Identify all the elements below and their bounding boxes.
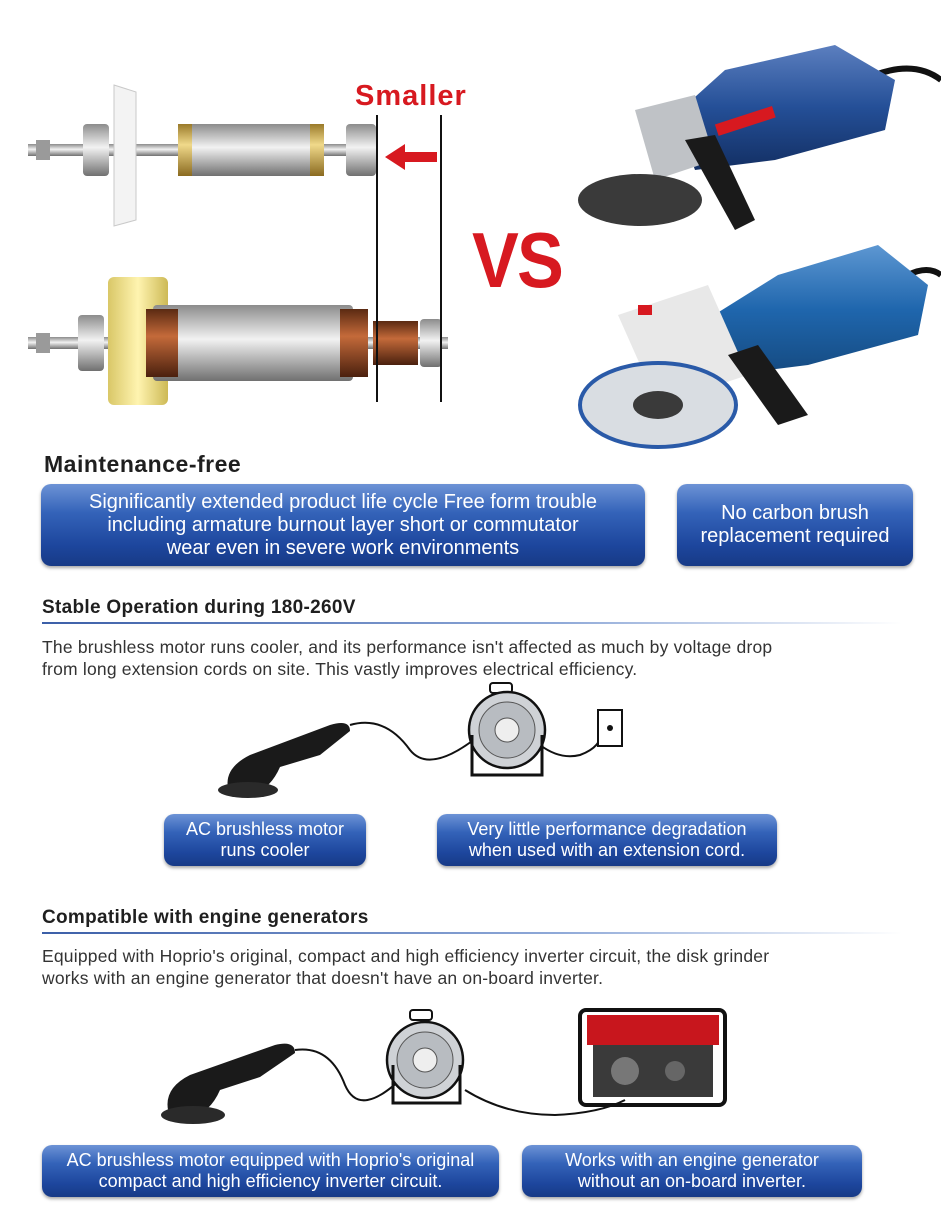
maintenance-box-no-brush <box>677 484 913 566</box>
stable-box1-line1: AC brushless motor <box>185 819 345 840</box>
stable-desc-line1: The brushless motor runs cooler, and its performance isn't affected as much by voltage drop <box>42 637 773 657</box>
generator-description <box>42 945 922 989</box>
generator-desc-line1: Equipped with Hoprio's original, compact and high efficiency inverter circuit, the disk grinder <box>42 946 770 966</box>
generator-box1-line2: compact and high efficiency inverter circuit. <box>98 1171 443 1191</box>
generator-divider <box>42 932 902 934</box>
generator-box2-line1: Works with an engine generator <box>565 1150 819 1171</box>
stable-divider <box>42 622 902 624</box>
smaller-label: Smaller <box>355 80 467 112</box>
extension-cord-diagram <box>210 675 630 805</box>
stable-description <box>42 636 922 680</box>
stable-title: Stable Operation during 180-260V <box>42 597 356 618</box>
generator-box2-line2: without an on-board inverter. <box>577 1171 807 1191</box>
generator-box-engine-generator <box>522 1145 862 1197</box>
maintenance-box2-line1: No carbon brush <box>721 502 869 524</box>
brushed-angle-grinder-icon <box>578 235 941 450</box>
maintenance-box1-line2: including armature burnout layer short or commutator <box>107 513 579 536</box>
maintenance-box1-line3: wear even in severe work environments <box>166 536 520 559</box>
generator-box-inverter-circuit <box>42 1145 499 1197</box>
stable-desc-line2: from long extension cords on site. This vastly improves electrical efficiency. <box>42 659 638 679</box>
arrow-left-icon <box>385 144 437 170</box>
brushless-angle-grinder-icon <box>575 20 941 230</box>
generator-box1-line1: AC brushless motor equipped with Hoprio's original <box>66 1150 475 1171</box>
maintenance-title: Maintenance-free <box>44 451 242 477</box>
maintenance-box1-line1: Significantly extended product life cycle Free form trouble <box>88 490 598 513</box>
maintenance-box2-line2: replacement required <box>700 525 890 547</box>
generator-title: Compatible with engine generators <box>42 907 369 928</box>
stable-box-runs-cooler <box>164 814 366 866</box>
stable-box-extension-cord <box>437 814 777 866</box>
generator-desc-line2: works with an engine generator that doesn't have an on-board inverter. <box>42 968 604 988</box>
stable-box2-line2: when used with an extension cord. <box>468 840 746 860</box>
brushless-rotor-icon <box>28 80 388 230</box>
stable-box1-line2: runs cooler <box>220 840 310 860</box>
stable-box2-line1: Very little performance degradation <box>467 819 747 840</box>
maintenance-box-lifecycle <box>41 484 645 566</box>
engine-generator-diagram <box>155 1005 735 1140</box>
vs-label: VS <box>472 216 563 304</box>
